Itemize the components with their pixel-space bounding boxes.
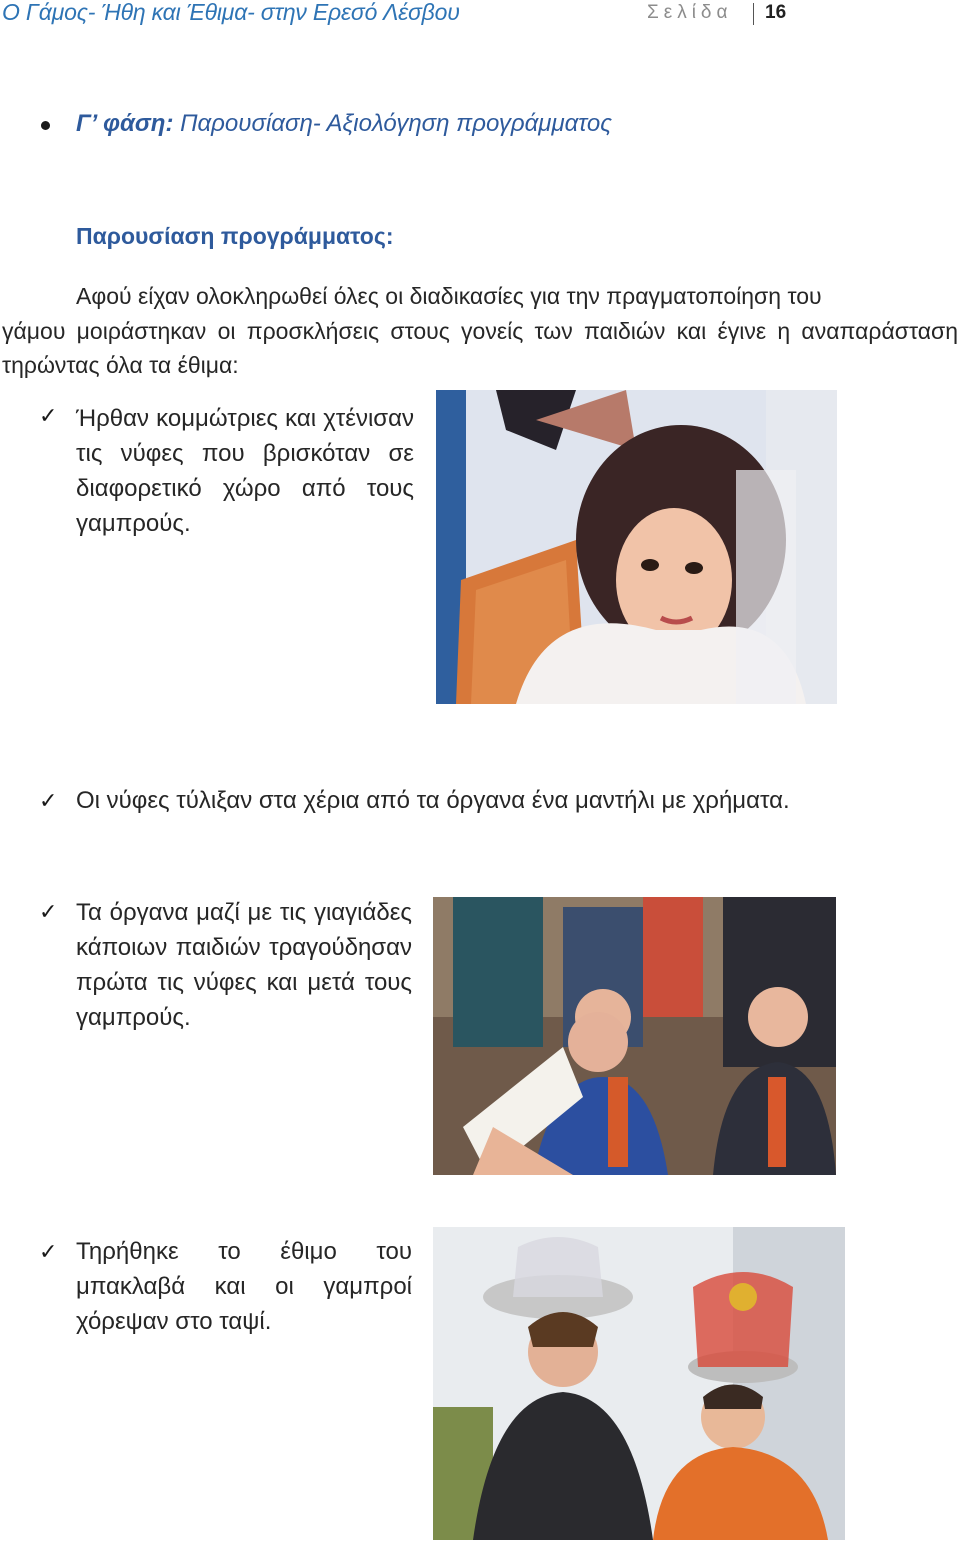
checkmark-icon: ✓ [39, 900, 58, 925]
list-item-hairdressers: Ήρθαν κομμώτριες και χτένισαν τις νύφες που βρισκόταν σε διαφορετικό χώρο από τους γαμπρούς. [76, 405, 414, 537]
list-item-handkerchief: Οι νύφες τύλιξαν στα χέρια από τα όργανα ένα μαντήλι με χρήματα. [76, 787, 790, 814]
list-item-singing: Τα όργανα μαζί με τις γιαγιάδες κάποιων παιδιών τραγούδησαν πρώτα τις νύφες και μετά τους γαμπρούς. [76, 899, 412, 1031]
phase-label: Γ’ φάση: [76, 110, 174, 137]
bullet-icon [41, 121, 50, 130]
checkmark-icon: ✓ [39, 404, 58, 429]
page-number: 16 [765, 2, 787, 23]
page-label: Σελίδα [647, 2, 733, 23]
section-heading: Παρουσίαση προγράμματος: [76, 223, 394, 249]
header-title: Ο Γάμος- Ήθη και Έθιμα- στην Ερεσό Λέσβου [2, 0, 460, 25]
photo-bride-hairdressing [436, 390, 837, 704]
checkmark-icon: ✓ [39, 1240, 58, 1265]
intro-paragraph-line1: Αφού είχαν ολοκληρωθεί όλες οι διαδικασίες για την πραγματοποίηση του [76, 283, 822, 309]
intro-paragraph [2, 279, 958, 383]
header-divider [753, 3, 754, 25]
photo-grooms-baklava [433, 1227, 845, 1540]
list-item-baklava: Τηρήθηκε το έθιμο του μπακλαβά και οι γαμπροί χόρεψαν στο ταψί. [76, 1238, 412, 1335]
checkmark-icon: ✓ [39, 789, 58, 814]
intro-paragraph-rest: γάμου μοιράστηκαν οι προσκλήσεις στους γονείς των παιδιών και έγινε η αναπαράσταση τηρώντας όλα τα έθιμα: [2, 317, 958, 378]
phase-heading [76, 110, 612, 138]
phase-text: Παρουσίαση- Αξιολόγηση προγράμματος [173, 110, 612, 137]
photo-children-singing [433, 897, 836, 1175]
